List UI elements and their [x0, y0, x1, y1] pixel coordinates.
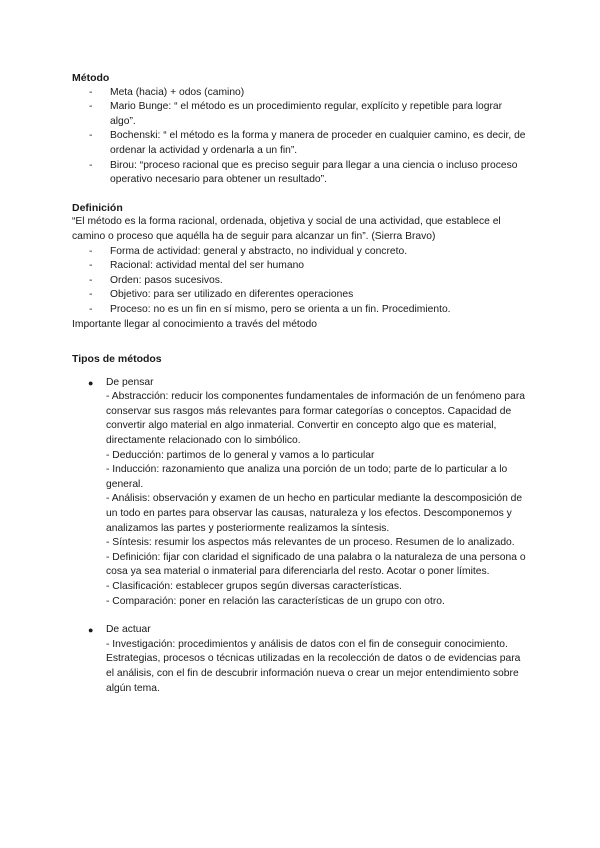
dash-marker: - [89, 260, 93, 272]
definicion-list [72, 245, 528, 318]
group-title: De actuar [106, 624, 151, 636]
sub-item: - Comparación: poner en relación las características de un grupo con otro. [106, 595, 445, 607]
sub-item: - Investigación: procedimientos y análisis de datos con el fin de conseguir conocimiento. Estrategias, procesos o técnicas utilizadas en la recolección de datos o de evidencias para el análisis, con el fin de descubrir información nueva o crear un mejor entendimiento sobre algún tema. [106, 638, 521, 694]
list-item: - Bochenski: “ el método es la forma y manera de proceder en cualquier camino, es decir, de ordenar la actividad y ordenarla a un fin”. [89, 130, 526, 156]
sub-item: - Deducción: partimos de lo general y vamos a lo particular [106, 449, 375, 461]
group-title: De pensar [106, 376, 154, 388]
sub-item: - Inducción: razonamiento que analiza una porción de un todo; parte de lo particular a lo general. [106, 464, 508, 490]
section-heading-metodo: Método [72, 72, 110, 84]
bullet-icon: ● [88, 625, 94, 636]
dash-marker: - [89, 159, 93, 171]
list-item: - Proceso: no es un fin en sí mismo, pero se orienta a un fin. Procedimiento. [89, 303, 528, 318]
sub-item: - Definición: fijar con claridad el significado de una palabra o la naturaleza de una persona o cosa ya sea material o inmaterial para diferenciarla del resto. Acotar o poner límites. [106, 551, 526, 578]
list-item: - Mario Bunge: “ el método es un procedimiento regular, explícito y repetible para lograr algo”. [89, 101, 503, 127]
sub-item: - Clasificación: establecer grupos según diversas características. [106, 581, 402, 592]
section-tipos [72, 352, 528, 696]
metodo-list [72, 86, 528, 188]
dash-marker: - [89, 86, 93, 98]
list-item: - Meta (hacia) + odos (camino) [89, 86, 528, 101]
dash-marker: - [89, 274, 93, 286]
dash-marker: - [89, 303, 93, 315]
tipos-list [72, 376, 528, 696]
list-item: - Objetivo: para ser utilizado en diferentes operaciones [89, 288, 528, 303]
list-item-de-actuar [72, 623, 528, 696]
sub-item: - Síntesis: resumir los aspectos más relevantes de un proceso. Resumen de lo analizado. [106, 537, 515, 549]
list-item-de-pensar [72, 376, 528, 610]
list-item: - Birou: “proceso racional que es preciso seguir para llegar a una ciencia o incluso proceso operativo necesario para obtener un resultado”. [89, 159, 518, 186]
definicion-closing: Importante llegar al conocimiento a través del método [72, 318, 317, 330]
sub-item: - Análisis: observación y examen de un hecho en particular mediante la descomposición de un todo en partes para observar las causas, naturaleza y los efectos. Descomponemos y analizamos las partes y posteriormente realizamos la síntesis. [106, 493, 523, 534]
definition-quote: “El método es la forma racional, ordenada, objetiva y social de una actividad, que establece el camino o proceso que aquélla ha de seguir para alcanzar un fin”. (Sierra Bravo) [72, 216, 501, 242]
list-item: - Racional: actividad mental del ser humano [89, 259, 528, 274]
list-item: - Forma de actividad: general y abstracto, no individual y concreto. [89, 245, 528, 260]
bullet-icon: ● [88, 377, 94, 388]
dash-marker: - [89, 101, 93, 113]
sub-item: - Abstracción: reducir los componentes fundamentales de información de un fenómeno para conservar sus rasgos más relevantes para formar categorías o conceptos. Capacidad de convertir algo material en algo inmaterial. Convertir en concepto algo que es material, directamente relacionado con lo simbólico. [106, 391, 525, 447]
dash-marker: - [89, 245, 93, 257]
section-metodo [72, 71, 528, 188]
list-item: - Orden: pasos sucesivos. [89, 274, 528, 289]
section-definicion [72, 201, 528, 332]
section-heading-tipos: Tipos de métodos [72, 353, 162, 366]
dash-marker: - [89, 289, 93, 301]
dash-marker: - [89, 130, 93, 142]
section-heading-definicion: Definición [72, 201, 123, 214]
